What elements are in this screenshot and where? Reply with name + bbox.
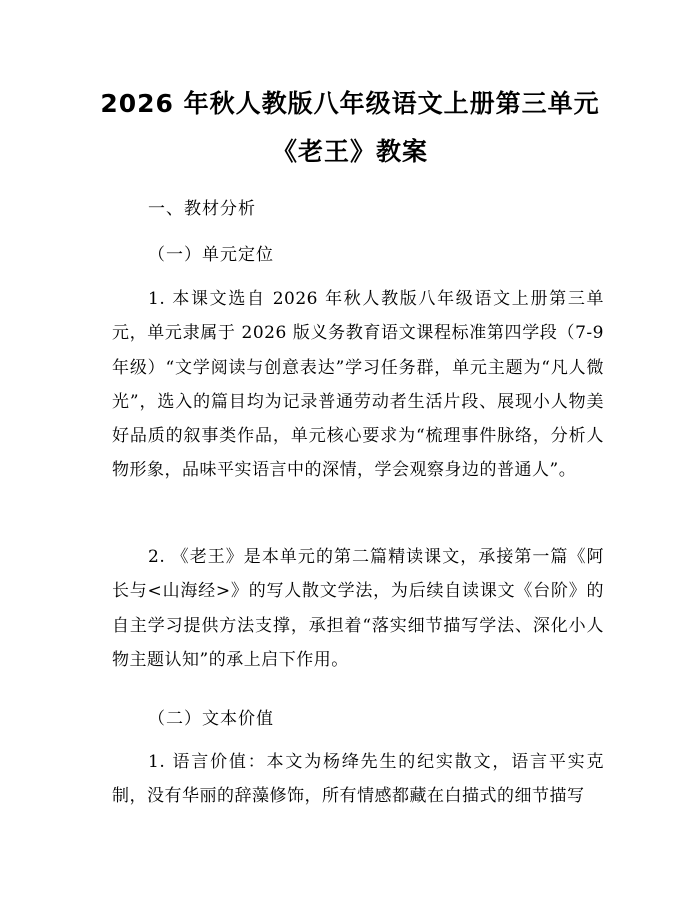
paragraph-unit-positioning-1: 1. 本课文选自 2026 年秋人教版八年级语文上册第三单元，单元隶属于 2026 版义务教育语文课程标准第四学段（7-9 年级）“文学阅读与创意表达”学习任务群，单元主题为“凡人微光”，选入的篇目均为记录普通劳动者生活片段、展现小人物美好品质的叙事类作品，单元核心要求为“梳理事件脉络，分析人物形象，品味平实语言中的深情，学会观察身边的普通人”。 (112, 289, 604, 481)
document-title-line2: 《老王》教案 (271, 137, 428, 166)
paragraph-language-value: 1. 语言价值：本文为杨绛先生的纪实散文，语言平实克制，没有华丽的辞藻修饰，所有情感都藏在白描式的细节描写 (112, 752, 604, 807)
document-title-line1: 2026 年秋人教版八年级语文上册第三单元 (100, 89, 600, 118)
subsection-heading-text-value: （二）文本价值 (148, 709, 274, 729)
section-heading-textbook-analysis: 一、教材分析 (148, 199, 256, 219)
paragraph-unit-positioning-2: 2. 《老王》是本单元的第二篇精读课文，承接第一篇《阿长与<山海经>》的写人散文学法，为后续自读课文《台阶》的自主学习提供方法支撑，承担着“落实细节描写学法、深化小人物主题认知”的承上启下作用。 (112, 547, 604, 670)
subsection-heading-unit-positioning: （一）单元定位 (148, 245, 274, 265)
